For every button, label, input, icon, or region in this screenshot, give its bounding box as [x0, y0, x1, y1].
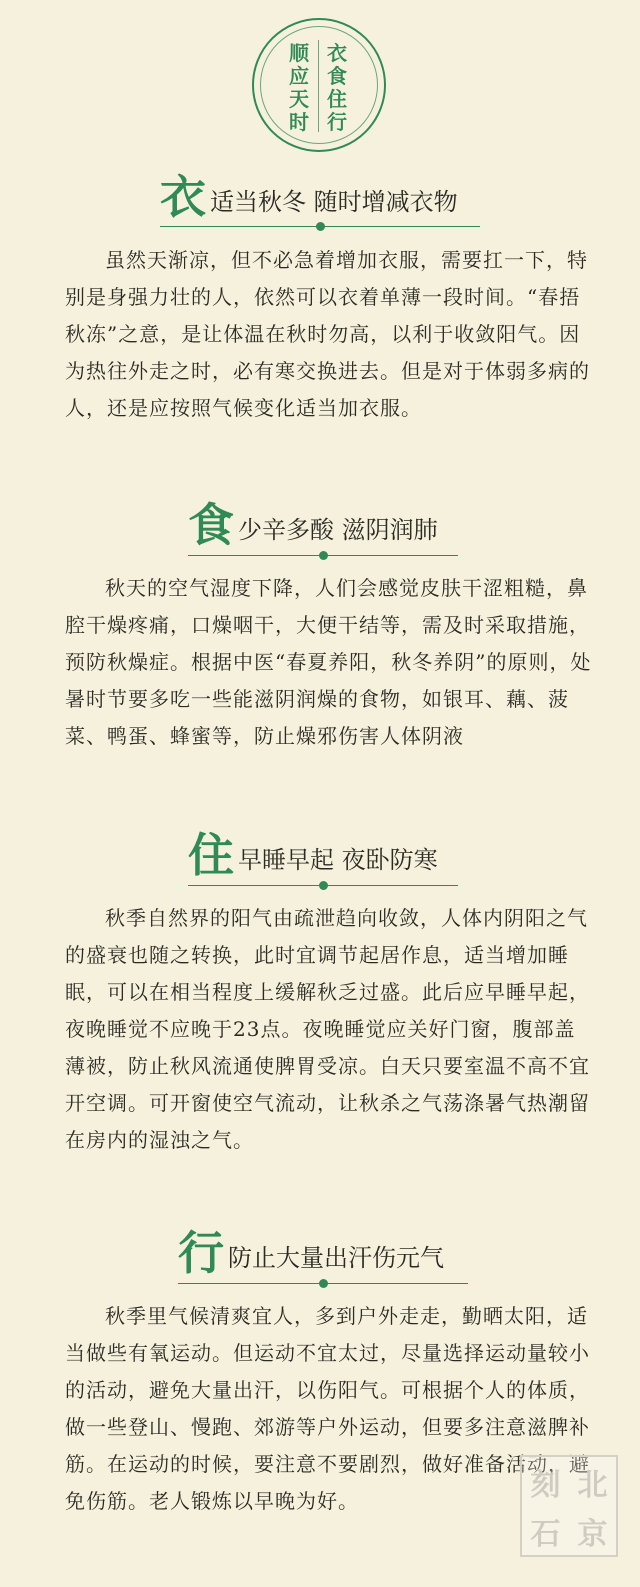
heading-char: 食: [188, 498, 234, 552]
stamp-char: 石: [530, 1516, 561, 1552]
emblem-inner-ring: [260, 26, 378, 144]
underline-dot: [316, 222, 325, 231]
heading-underline: [160, 226, 480, 227]
heading-title: 适当秋冬 随时增减衣物: [210, 188, 458, 216]
underline-dot: [319, 881, 328, 890]
heading-underline: [188, 555, 458, 556]
heading-char: 衣: [160, 170, 206, 224]
underline-dot: [319, 1279, 328, 1288]
emblem-right-column: 衣 食 住 行: [327, 41, 347, 134]
title-emblem: [252, 18, 386, 152]
heading-underline: [188, 885, 458, 886]
section-body: 秋季里气候清爽宜人，多到户外走走，勤晒太阳，适当做些有氧运动。但运动不宜太过，尽量选择运动量较小的活动，避免大量出汗，以伤阳气。可根据个人的体质，做一些登山、慢跑、郊游等户外运动，但要多注意滋脾补筋。在运动的时候，要注意不要剧烈，做好准备活动，避免伤筋。老人锻炼以早晚为好。: [65, 1304, 590, 1513]
heading-char: 行: [178, 1226, 224, 1280]
heading-title: 少辛多酸 滋阴润肺: [238, 516, 438, 544]
emblem-left-column: 顺 应 天 时: [289, 41, 309, 134]
stamp-char: 北: [577, 1467, 608, 1503]
section-body: 虽然天渐凉，但不必急着增加衣服，需要扛一下，特别是身强力壮的人，依然可以衣着单薄一段时间。“春捂秋冻”之意，是让体温在秋时勿高，以利于收敛阳气。因为热往外走之时，必有寒交换进去。但是对于体弱多病的人，还是应按照气候变化适当加衣服。: [65, 248, 590, 420]
underline-dot: [319, 551, 328, 560]
heading-underline: [178, 1283, 468, 1284]
section-heading: [178, 1226, 444, 1280]
stamp-char: 京: [577, 1516, 608, 1552]
section-heading: [188, 498, 438, 552]
section-body: 秋季自然界的阳气由疏泄趋向收敛，人体内阴阳之气的盛衰也随之转换，此时宜调节起居作息，适当增加睡眠，可以在相当程度上缓解秋乏过盛。此后应早睡早起，夜晚睡觉不应晚于23点。夜晚睡觉应关好门窗，腹部盖薄被，防止秋风流通使脾胃受凉。白天只要室温不高不宜开空调。可开窗使空气流动，让秋杀之气荡涤暑气热潮留在房内的湿浊之气。: [65, 906, 590, 1152]
section-heading: [160, 170, 458, 224]
heading-title: 防止大量出汗伤元气: [228, 1244, 444, 1272]
section-heading: [188, 828, 438, 882]
heading-char: 住: [188, 828, 234, 882]
section-body: 秋天的空气湿度下降，人们会感觉皮肤干涩粗糙，鼻腔干燥疼痛，口燥咽干，大便干结等，需及时采取措施，预防秋燥症。根据中医“春夏养阳，秋冬养阴”的原则，处暑时节要多吃一些能滋阴润燥的食物，如银耳、藕、菠菜、鸭蛋、蜂蜜等，防止燥邪伤害人体阴液: [65, 576, 592, 748]
heading-title: 早睡早起 夜卧防寒: [238, 846, 438, 874]
watermark-stamp: [520, 1455, 618, 1557]
stamp-char: 刻: [530, 1467, 561, 1503]
emblem-divider: [318, 40, 319, 132]
